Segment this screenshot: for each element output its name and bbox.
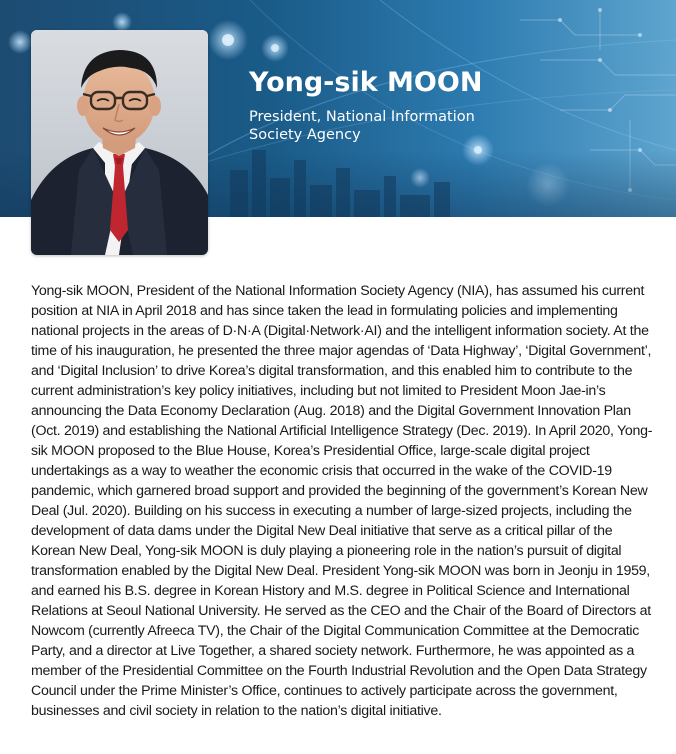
person-title: President, National Information Society Agency [249, 109, 475, 143]
person-name: Yong-sik MOON [249, 67, 483, 98]
portrait-illustration [31, 30, 208, 255]
portrait-photo [31, 30, 208, 255]
biography-text: Yong-sik MOON, President of the National Information Society Agency (NIA), has assumed his current position at NIA in April 2018 and has since taken the lead in formulating policies and implementing national projects in the areas of D·N·A (Digital·Network·AI) and the intelligent information society. At the time of his inauguration, he presented the three major agendas of ‘Data Highway’, ‘Digital Government’, and ‘Digital Inclusion’ to drive Korea’s digital transformation, and this enabled him to contribute to the current administration’s key policy initiatives, including but not limited to President Moon Jae-in’s announcing the Data Economy Declaration (Aug. 2018) and the Digital Government Innovation Plan (Oct. 2019) and establishing the National Artificial Intelligence Strategy (Dec. 2019). In April 2020, Yong-sik MOON proposed to the Blue House, Korea’s Presidential Office, large-scale digital project undertakings as a way to weather the economic crisis that occurred in the wake of the COVID-19 pandemic, which garnered broad support and provided the beginning of the government’s Korean New Deal (Jul. 2020). Building on his success in executing a number of large-sized projects, including the development of data dams under the Digital New Deal initiative that serve as a critical pillar of the Korean New Deal, Yong-sik MOON is duly playing a pioneering role in the nation’s pursuit of digital transformation enabled by the Digital New Deal. President Yong-sik MOON was born in Jeonju in 1959, and earned his B.S. degree in Korean History and M.S. degree in Political Science and International Relations at Seoul National University. He served as the CEO and the Chair of the Board of Directors at Nowcom (currently Afreeca TV), the Chair of the Digital Communication Committee at the Democratic Party, and a director at Live Together, a shared society network. Furthermore, he was appointed as a member of the Presidential Committee on the Fourth Industrial Revolution and the Open Data Strategy Council under the Prime Minister’s Office, continues to actively participate across the government, businesses and civil society in relation to the nation’s digital initiative. [31, 283, 653, 719]
